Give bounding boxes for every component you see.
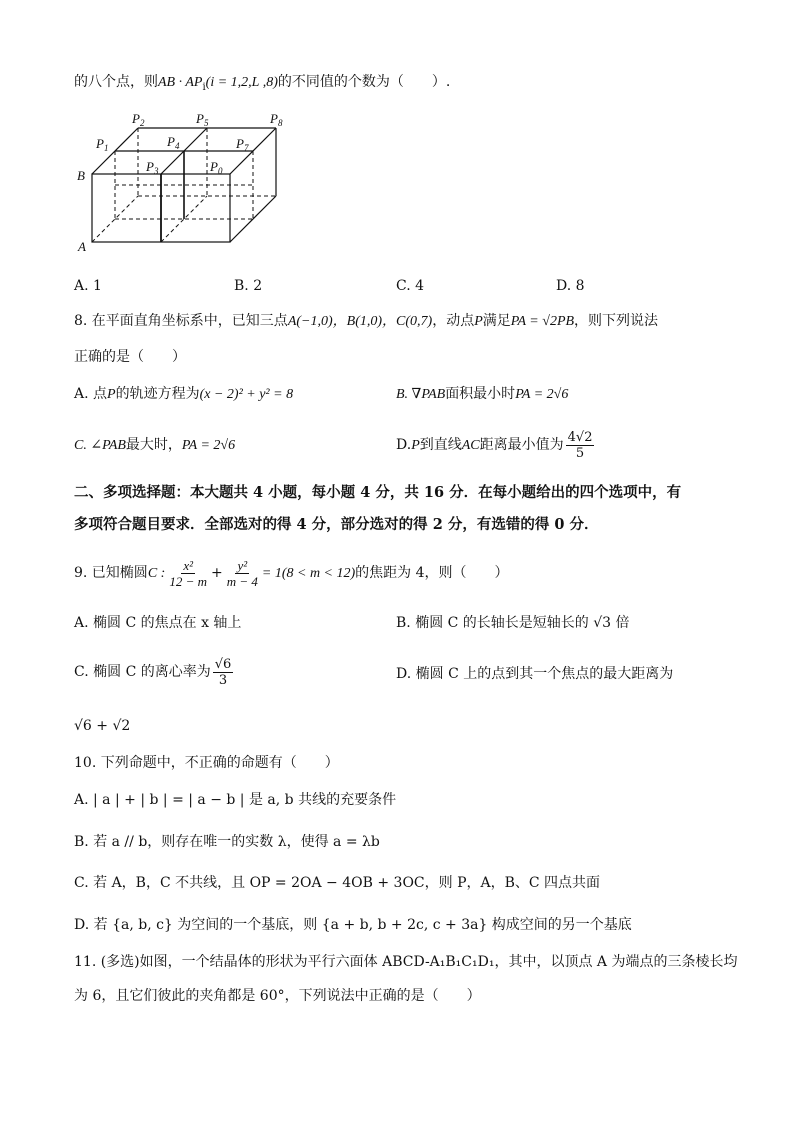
q7-vector-expr: AB · AP <box>158 75 203 90</box>
q7-stem-tail: 的不同值的个数为（ ）. <box>277 74 451 90</box>
q11-stem-line2: 为 6，且它们彼此的夹角都是 60°，下列说法中正确的是（ ） <box>74 988 481 1004</box>
label-p2: $P_2$ <box>132 112 145 128</box>
q11-stem-line1: 11. (多选)如图，一个结晶体的形状为平行六面体 ABCD-A₁B₁C₁D₁，其中，以顶点 A 为端点的三条棱长均 <box>74 954 738 970</box>
q8-point-b: ，B(1,0) <box>332 314 383 329</box>
q8-opt-d-mid: 到直线 <box>419 437 462 453</box>
q9-f1-den: 12 − m <box>169 573 207 589</box>
section2-line2: 多项符合题目要求．全部选对的得 4 分，部分选对的得 2 分，有选错的得 0 分． <box>74 516 599 533</box>
q8-stem-d: ，动点 <box>432 313 475 329</box>
q8-point-a: A(−1,0) <box>287 314 333 329</box>
label-p5: $P_5$ <box>196 112 209 128</box>
q7-index-range: (i = 1,2,L ,8) <box>205 75 278 90</box>
q9-option-b[interactable]: B. 椭圆 C 的长轴长是短轴长的 √3 倍 <box>396 615 630 631</box>
q8-opt-a-eq: (x − 2)² + y² = 8 <box>199 387 294 402</box>
q9-rhs: = 1(8 < m < 12) <box>261 566 356 581</box>
q9-f2-num: y² <box>237 557 248 573</box>
q7-stem-text: 的八个点，则 <box>74 74 158 90</box>
q7-option-d[interactable]: D. 8 <box>556 278 585 294</box>
q7-stem-line: 的八个点，则AB · $AP_i(i = 1,2,L$ ,8)的不同值的个数为（ ）. <box>74 74 451 93</box>
q8-opt-c-eq: PA = 2√6 <box>181 438 236 453</box>
q9-option-d-cont: √6 + √2 <box>74 718 131 734</box>
label-b: B <box>77 168 85 183</box>
label-p7: $P_7$ <box>236 136 249 153</box>
q8-opt-b-eq: PA = 2√6 <box>515 387 569 402</box>
q9-opt-c-den: 3 <box>218 672 228 688</box>
label-p3: $P_3$ <box>146 159 159 176</box>
q8-stem-line1 <box>74 311 658 332</box>
q9-stem <box>74 555 509 592</box>
q8-opt-d-ac: AC <box>461 438 480 453</box>
q9-plus: + <box>210 565 223 581</box>
q9-stem-pre: 9. 已知椭圆 <box>74 565 148 581</box>
q8-stem-e: 满足 <box>482 313 511 329</box>
section2-line1: 二、多项选择题：本大题共 4 小题，每小题 4 分，共 16 分．在每小题给出的四个选项中，有 <box>74 484 682 501</box>
q9-fraction-2 <box>225 558 260 589</box>
q8-opt-d-num: 4√2 <box>567 429 593 445</box>
q8-opt-d-p: P <box>411 438 420 453</box>
q9-fraction-1 <box>167 558 209 589</box>
q9-opt-c-fraction <box>213 657 234 688</box>
q8-opt-c-pre: C. ∠PAB <box>74 438 126 453</box>
q8-opt-c-mid: 最大时， <box>125 437 182 453</box>
q8-opt-a-p: P <box>107 387 116 402</box>
q8-stem-line2: 正确的是（ ） <box>74 349 186 365</box>
q9-opt-c-pre: C. 椭圆 C 的离心率为 <box>74 664 211 680</box>
cuboid-figure <box>74 112 304 254</box>
q8-opt-d-post: 距离最小值为 <box>479 437 564 453</box>
q7-option-b[interactable]: B. 2 <box>234 278 263 294</box>
q8-option-c[interactable] <box>74 435 235 456</box>
q9-option-d[interactable]: D. 椭圆 C 上的点到其一个焦点的最大距离为 <box>396 666 674 682</box>
label-p6: $P_0$ <box>210 159 223 176</box>
q10-option-d[interactable]: D. 若 {a, b, c} 为空间的一个基底，则 {a + b, b + 2c, c + 3a} 构成空间的另一个基底 <box>74 917 632 933</box>
q8-option-a[interactable] <box>74 384 293 405</box>
q9-ellipse-name: C : <box>147 566 166 581</box>
q10-option-a[interactable]: A. | a | + | b | = | a − b | 是 a, b 共线的充要条件 <box>74 792 397 808</box>
q10-stem: 10. 下列命题中，不正确的命题有（ ） <box>74 755 339 771</box>
q9-option-a[interactable]: A. 椭圆 C 的焦点在 x 轴上 <box>74 615 242 631</box>
q8-opt-a-mid: 的轨迹方程为 <box>115 386 200 402</box>
q7-option-a[interactable]: A. 1 <box>74 278 102 294</box>
q10-option-b[interactable]: B. 若 a // b，则存在唯一的实数 λ，使得 a = λb <box>74 834 380 850</box>
q8-point-c: ，C(0,7) <box>382 314 433 329</box>
q8-option-b[interactable] <box>396 384 568 405</box>
q8-opt-d-pre: D. <box>396 437 412 453</box>
q8-stem-pre: 8. 在平面直角坐标系中，已知三点 <box>74 313 288 329</box>
q10-option-c[interactable]: C. 若 A，B，C 不共线，且 OP = 2OA − 4OB + 3OC，则 P，A，B、C 四点共面 <box>74 875 601 891</box>
label-p8: $P_8$ <box>270 112 283 128</box>
q7-option-c[interactable]: C. 4 <box>396 278 425 294</box>
q9-stem-post: 的焦距为 4，则（ ） <box>355 565 509 581</box>
q9-f2-den: m − 4 <box>226 573 258 589</box>
q8-opt-b-mid: 面积最小时 <box>445 386 516 402</box>
q8-stem-f: ，则下列说法 <box>574 313 659 329</box>
q9-option-c[interactable] <box>74 652 235 692</box>
q9-f1-num: x² <box>183 557 193 573</box>
label-a: A <box>78 239 86 254</box>
label-p1: $P_1$ <box>96 136 109 153</box>
q8-condition: PA = √2PB <box>510 314 575 329</box>
q8-opt-a-pre: A. 点 <box>74 386 108 402</box>
q8-opt-d-fraction <box>566 430 595 461</box>
q8-opt-d-den: 5 <box>575 445 585 461</box>
q8-option-d[interactable] <box>396 426 596 465</box>
q8-opt-b-pre: B. ∇PAB <box>396 387 446 402</box>
q8-point-p: P <box>474 314 483 329</box>
q9-opt-c-num: √6 <box>214 656 232 672</box>
label-p4: $P_4$ <box>167 134 180 151</box>
